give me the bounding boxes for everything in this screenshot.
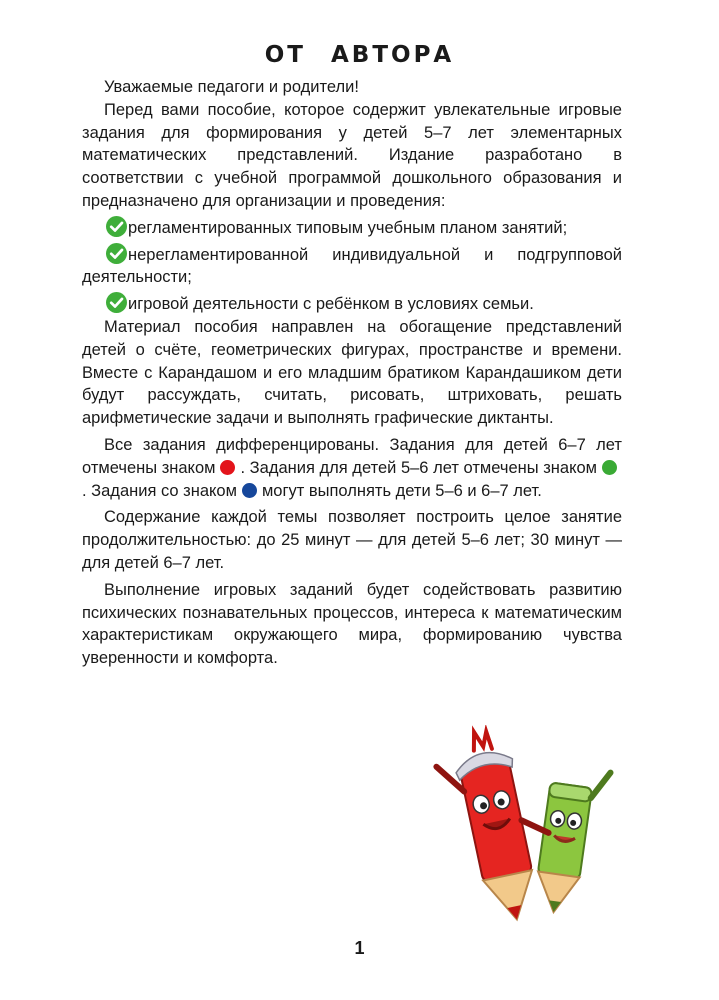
page-number: 1 bbox=[354, 938, 365, 958]
red-marker-icon bbox=[220, 460, 235, 475]
green-marker-icon bbox=[602, 460, 617, 475]
main-text bbox=[82, 76, 622, 670]
bullet-item-2 bbox=[82, 243, 622, 290]
differentiation-paragraph bbox=[82, 434, 622, 502]
conclusion-paragraph: Выполнение игровых заданий будет содействовать развитию психических познавательных процессов, интереса к математическим характеристикам окружающего мира, формированию чувства уверенности и комфорта. bbox=[82, 580, 622, 668]
bullet-item-3 bbox=[82, 292, 622, 316]
bullet-text-1: регламентированных типовым учебным планом занятий; bbox=[128, 218, 568, 237]
bullet-text-3: игровой деятельности с ребёнком в условиях семьи. bbox=[128, 295, 534, 314]
blue-marker-icon bbox=[242, 483, 257, 498]
diff-text-1: Все задания дифференцированы. Задания для детей 6–7 лет отмечены знаком bbox=[82, 435, 622, 477]
check-icon bbox=[106, 216, 127, 237]
intro-paragraph: Перед вами пособие, которое содержит увлекательные игровые задания для формирования у детей 5–7 лет элементарных математических представлений. Издание разработано в соответствии с учебной программой дошкольного образования и предназначено для организации и проведения: bbox=[82, 100, 622, 210]
material-paragraph: Материал пособия направлен на обогащение представлений детей о счёте, геометрических фигурах, пространстве и времени. Вместе с Карандашом и его младшим братиком Карандашиком дети будут рассуждать, считать, рисовать, штриховать, решать арифметические задачи и выполнять графические диктанты. bbox=[82, 317, 622, 428]
page-title: ОТ АВТОРА bbox=[264, 42, 455, 68]
bullet-text-2: нерегламентированной индивидуальной и подгрупповой деятельности; bbox=[82, 245, 622, 287]
duration-paragraph: Содержание каждой темы позволяет построить целое занятие продолжительностью: до 25 минут — для детей 5–6 лет; 30 минут — для детей 6–7 лет. bbox=[82, 508, 622, 572]
diff-text-3: . Задания со знаком bbox=[82, 481, 237, 500]
check-icon bbox=[106, 292, 127, 313]
diff-text-4: могут выполнять дети 5–6 и 6–7 лет. bbox=[261, 481, 542, 500]
diff-text-2: . Задания для детей 5–6 лет отмечены знаком bbox=[240, 458, 597, 477]
bullet-item-1 bbox=[82, 216, 622, 240]
greeting: Уважаемые педагоги и родители! bbox=[104, 78, 359, 96]
check-icon bbox=[106, 243, 127, 264]
pencil-characters-illustration bbox=[430, 725, 630, 930]
